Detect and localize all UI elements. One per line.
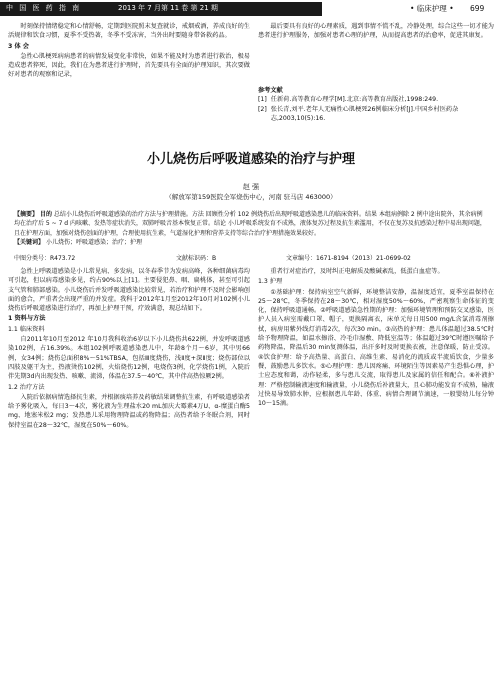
- prev-section-heading: 3 体 会: [8, 42, 29, 50]
- prev-paragraph: 急性心肌梗死病病患者的病情发展变化非常快，如果不能及时为患者进行救治，极易造成患者猝死，因此，我们在为患者进行护理时，首先要具有全面的护理知识，其次要做好对患者的观察和记录，: [8, 52, 250, 79]
- body-paragraph: 入院后依据病情选择抗生素，并根据痰培养及药敏结果调整抗生素，有呼吸道感染者给予雾化吸入，每日3～4次，雾化液为生理盐水20 mL加庆大霉素4万U、α-糜蛋白酶5 mg、地塞米松2 mg；发热患儿采用物理降温或药物降温；高热者给予冬眠合剂，同时保持室温在28～32℃，湿度在50%～60%。: [8, 393, 250, 429]
- clc-code: 中图分类号：R473.72: [14, 255, 76, 262]
- prev-paragraph: 时刻保持情绪稳定和心情舒畅，定期到医院照末复查就诊，戒烟戒酒，养成良好的生活规律和饮食习惯，夏季不受热著，冬季不受冻害，当外出时要随身带备救药品。: [8, 23, 250, 40]
- issue-info: 2013 年 7 月第 11 卷 第 21 期: [118, 4, 218, 12]
- article-id: 文章编号：1671-8194（2013）21-0699-02: [286, 255, 411, 262]
- references-heading: 参考文献: [258, 87, 283, 94]
- reference-item: [258, 105, 494, 124]
- article-affiliation: （解放军第159医院全军烧伤中心，河南 驻马店 463000）: [165, 193, 337, 201]
- abstract-block: [14, 210, 488, 247]
- reference-text: 张长青,刘平.老年人无痛性心肌梗死26例临床分析[J].中国乡村医药杂志,2003,10(5):16.: [270, 105, 459, 122]
- prev-paragraph: 最后要具有良好的心理素质，遇到事情不慌不乱，冷静处理，综合这些一切才能为患者进行护理服务，加强对患者心理的护理，从而提高患者的治愈率，促进其康复。: [258, 23, 494, 40]
- keywords-label: 【关键词】: [14, 238, 45, 246]
- abstract-goal-label: 目的: [39, 211, 52, 218]
- body-right-column: [258, 267, 494, 409]
- page-number: 699: [470, 4, 485, 13]
- subsection-heading: 1.2 治疗方法: [8, 383, 45, 391]
- abstract-label: 【摘要】: [14, 211, 39, 218]
- body-paragraph: 自2011年10月至2012 年10月我科收治6岁以下小儿烧伤共622例，并发呼吸道感染102例，占16.39%。本组102例呼吸道感染患儿中，年龄8个月～6岁，其中男66例，女34例；烧伤总面积8%～51%TBSA，包括Ⅲ度烧伤，浅Ⅱ度+深Ⅱ度；烧伤部位以四肢及躯干为主，热液烫伤102例，火焰烧伤12例，电烧伤3例，化学烧伤1例，入院后伴先期3d内出现发热、咳嗽、流涕，体温在37.5～40℃，其中伴高热惊厥2例。: [8, 336, 250, 381]
- section-name: • 临床护理 •: [410, 4, 454, 13]
- article-author: 赵 强: [242, 183, 260, 191]
- prev-article-left: [8, 22, 250, 81]
- reference-list: [258, 86, 494, 123]
- journal-name: 中 国 医 药 指 南: [6, 4, 82, 12]
- prev-article-right: [258, 22, 494, 42]
- reference-number: [2]: [258, 105, 267, 113]
- abstract-text: 总结小儿烧伤后呼吸道感染的治疗方法与护理措施。方法 回顾性分析 102 例烧伤后出现呼吸道感染患儿的临床资料。结果 本组病例除 2 例中途出院外，其余病例均在治疗后 5 ~ 7 d 内咳嗽、发热等症状消失，双肺呼吸音基本恢复正常。结论 小儿呼吸系统发育不成熟，液体复苏过程及抗生素滥用，不仅在复苏及抗感染过程中易出现问题，且在护理方面，加强对烧伤创面的护理，合理使用抗生素，气道湿化护理和营养支持等综合治疗护理措施效果较好。: [14, 211, 486, 237]
- body-paragraph: 重者行对症治疗，及时纠正电解质及酸碱紊乱，低蛋白血症等。: [270, 268, 444, 275]
- body-paragraph: 急性上呼吸道感染是小儿常见病、多发病，以冬春季节为发病高峰，各种细菌病毒均可引起，但以病毒感染多见，约占90%以上[1]。主要侵犯鼻、咽、扁桃体，甚至可引起支气管和肺部感染。小儿烧伤后并发呼吸道感染比较常见，若治疗和护理不及时会影响创面的愈合，严重者会出现严重的并发症。我科于2012年1月至2012年10月对102例小儿烧伤后呼吸道感染进行治疗，再加上护理干预，疗效满意，现总结如下。: [8, 268, 250, 313]
- body-paragraph: ①基础护理：保持病室空气新鲜，环境整洁安静，温湿度适宜，夏季室温保持在25～28℃，冬季保持在28～30℃，相对湿度50%～60%，严密观察生命体征的变化，保持呼吸道通畅。②呼吸道感染急性期的护理：加强环境管理和预防交叉感染，医护人员入病室需戴口罩、帽子，更换隔离衣，床单元每日用500 mg/L含氯消毒剂擦拭，病房用紫外线灯消毒2次，每次30 min。③高热的护理：患儿体温超过38.5℃时给予物理降温，如温水擦浴、冷毛巾湿敷、降低室温等；体温超过39℃时遵医嘱给予药物降温，降温后30 min复测体温，出汗多时及时更换衣被，注意保暖，防止受凉。④饮食护理：给予高热量、高蛋白、高维生素、易消化的流质或半流质饮食，少量多餐，鼓励患儿多饮水。⑤心理护理：患儿因疼痛、环境陌生等因素易产生恐惧心理，护士应态度和蔼，动作轻柔，多与患儿交流，取得患儿及家属的信任和配合。⑥补液护理：严格控制输液速度和输液量，小儿烧伤后补液量大，且心肺功能发育不成熟，输液过快易导致肺水肿，应根据患儿年龄、体重、病情合理调节滴速，一般婴幼儿每分钟10～15滴。: [258, 288, 494, 408]
- keywords-text: 小儿烧伤；呼吸道感染；治疗；护理: [45, 238, 142, 246]
- reference-text: 任新荷.高等教育心理学[M].北京:高等教育出版社,1998:249.: [270, 96, 439, 104]
- running-header: [0, 0, 502, 18]
- reference-number: [1]: [258, 96, 267, 104]
- article-title: 小儿烧伤后呼吸道感染的治疗与护理: [146, 152, 355, 167]
- subsection-heading: 1.3 护理: [258, 278, 283, 286]
- body-left-column: [8, 267, 250, 431]
- subsection-heading: 1.1 临床资料: [8, 325, 45, 333]
- reference-item: [258, 95, 494, 104]
- document-code: 文献标识码：B: [176, 255, 217, 262]
- section-heading: 1 资料与方法: [8, 315, 46, 323]
